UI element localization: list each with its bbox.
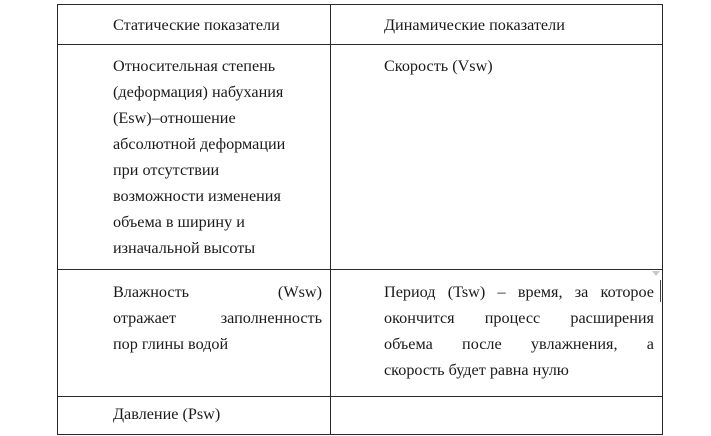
text-line: Относительная степень bbox=[113, 57, 276, 75]
table-cell bbox=[331, 270, 663, 397]
header-static-label: Статические показатели bbox=[113, 16, 280, 34]
text-line: объема в ширину и bbox=[113, 213, 245, 231]
cell-text bbox=[58, 45, 330, 261]
text-line: пор глины водой bbox=[113, 335, 229, 353]
text-cursor-icon bbox=[660, 280, 661, 302]
cell-text bbox=[331, 45, 662, 79]
text-line: Давление (Psw) bbox=[113, 405, 221, 423]
table-cell-empty bbox=[331, 397, 663, 435]
table-row bbox=[58, 397, 663, 435]
table-cell bbox=[331, 45, 663, 270]
table-header-row bbox=[58, 5, 663, 45]
table-cell bbox=[58, 270, 331, 397]
table-row bbox=[58, 45, 663, 270]
header-dynamic-label: Динамические показатели bbox=[384, 16, 565, 34]
text-line: окончится процесс расширения bbox=[384, 309, 654, 327]
text-line: (Esw)–отношение bbox=[113, 109, 236, 127]
text-line: скорость будет равна нулю bbox=[384, 361, 569, 379]
text-line: возможности изменения bbox=[113, 187, 281, 205]
text-line: Период (Tsw) – время, за которое bbox=[384, 283, 654, 301]
table-resize-marker-icon[interactable] bbox=[652, 271, 660, 276]
cell-text bbox=[331, 270, 662, 383]
table-cell bbox=[58, 45, 331, 270]
text-line: объема после увлажнения, а bbox=[384, 335, 654, 353]
table-row bbox=[58, 270, 663, 397]
header-cell-static bbox=[58, 5, 331, 45]
text-line: Влажность (Wsw) bbox=[113, 283, 322, 301]
text-line: абсолютной деформации bbox=[113, 135, 286, 153]
text-line: при отсутствии bbox=[113, 161, 220, 179]
text-line: Скорость (Vsw) bbox=[384, 57, 493, 75]
cell-text bbox=[58, 270, 330, 357]
swelling-indicators-table bbox=[57, 4, 663, 435]
header-cell-dynamic bbox=[331, 5, 663, 45]
cell-text bbox=[58, 397, 330, 427]
text-line: изначальной высоты bbox=[113, 239, 256, 257]
table-cell bbox=[58, 397, 331, 435]
text-line: (деформация) набухания bbox=[113, 83, 284, 101]
cell-wrapper bbox=[331, 270, 662, 396]
text-line: отражает заполненность bbox=[113, 309, 322, 327]
